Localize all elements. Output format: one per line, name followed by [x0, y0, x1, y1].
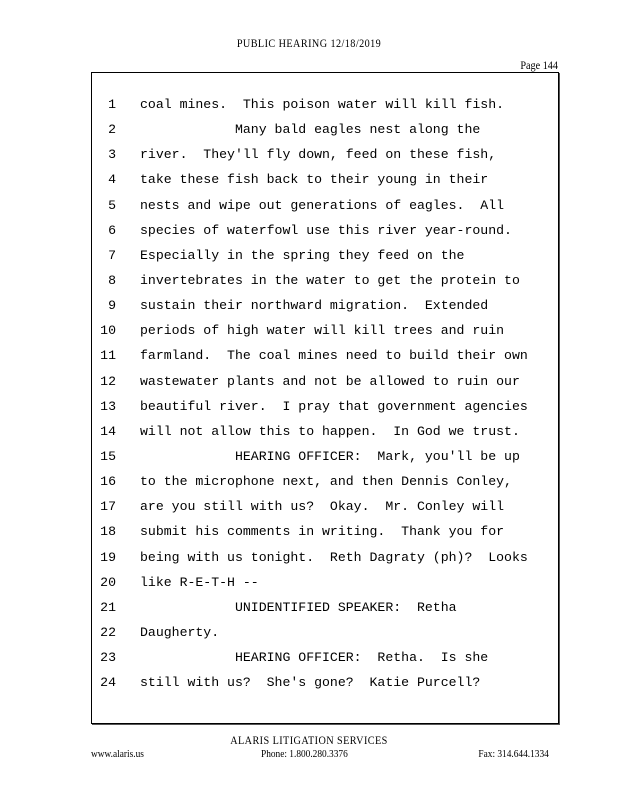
line-number: 7	[108, 247, 116, 263]
line-text: invertebrates in the water to get the protein to	[140, 272, 520, 288]
line-text: HEARING OFFICER: Retha. Is she	[140, 650, 489, 666]
line-number: 13	[100, 398, 116, 414]
page-number: Page 144	[520, 58, 558, 72]
line-text: take these fish back to their young in their	[140, 172, 489, 188]
line-text: Daugherty.	[140, 624, 220, 640]
line-text: river. They'll fly down, feed on these fish,	[140, 147, 497, 163]
line-text: will not allow this to happen. In God we trust.	[140, 423, 520, 439]
line-text: UNIDENTIFIED SPEAKER: Retha	[140, 599, 457, 615]
footer-contact-row	[91, 748, 557, 764]
line-text: Many bald eagles nest along the	[140, 122, 481, 138]
line-number: 21	[100, 599, 116, 615]
line-number: 3	[108, 147, 116, 163]
line-number: 20	[100, 574, 116, 590]
footer-company: ALARIS LITIGATION SERVICES	[230, 733, 388, 747]
line-text: coal mines. This poison water will kill fish.	[140, 97, 505, 112]
line-number: 12	[100, 373, 116, 389]
line-number: 8	[108, 272, 116, 288]
line-text: submit his comments in writing. Thank you for	[140, 524, 505, 540]
line-number: 19	[100, 549, 116, 565]
line-text: farmland. The coal mines need to build their own	[140, 348, 528, 364]
line-number: 9	[108, 298, 116, 314]
line-number: 11	[100, 348, 116, 364]
line-text: to the microphone next, and then Dennis Conley,	[140, 474, 512, 490]
line-text: like R-E-T-H --	[140, 574, 259, 590]
footer-fax: Fax: 314.644.1334	[478, 748, 549, 760]
footer-website[interactable]: www.alaris.us	[91, 748, 144, 760]
line-number: 24	[100, 675, 116, 691]
line-text: being with us tonight. Reth Dagraty (ph)? Looks	[140, 549, 528, 565]
line-number: 1	[108, 97, 116, 112]
line-number: 22	[100, 624, 116, 640]
line-number: 4	[108, 172, 116, 188]
line-text: Especially in the spring they feed on the	[140, 247, 465, 263]
line-number: 10	[100, 323, 116, 339]
line-number: 17	[100, 499, 116, 515]
footer-phone: Phone: 1.800.280.3376	[261, 748, 348, 760]
transcript-frame	[91, 72, 559, 724]
line-text: beautiful river. I pray that government agencies	[140, 398, 528, 414]
line-text: are you still with us? Okay. Mr. Conley will	[140, 499, 505, 515]
line-number: 14	[100, 423, 116, 439]
line-number: 18	[100, 524, 116, 540]
header-title: PUBLIC HEARING 12/18/2019	[236, 36, 382, 50]
line-number: 23	[100, 650, 116, 666]
line-text: still with us? She's gone? Katie Purcell?	[140, 675, 481, 691]
line-number: 16	[100, 474, 116, 490]
line-number: 6	[108, 222, 116, 238]
line-text: nests and wipe out generations of eagles. All	[140, 197, 505, 213]
line-number: 15	[100, 448, 116, 464]
line-text: wastewater plants and not be allowed to ruin our	[140, 373, 520, 389]
line-text: sustain their northward migration. Extended	[140, 298, 489, 314]
line-text: species of waterfowl use this river year-round.	[140, 222, 512, 238]
line-number: 2	[108, 122, 116, 138]
line-text: periods of high water will kill trees and ruin	[140, 323, 505, 339]
line-text: HEARING OFFICER: Mark, you'll be up	[140, 448, 520, 464]
line-number: 5	[108, 197, 116, 213]
